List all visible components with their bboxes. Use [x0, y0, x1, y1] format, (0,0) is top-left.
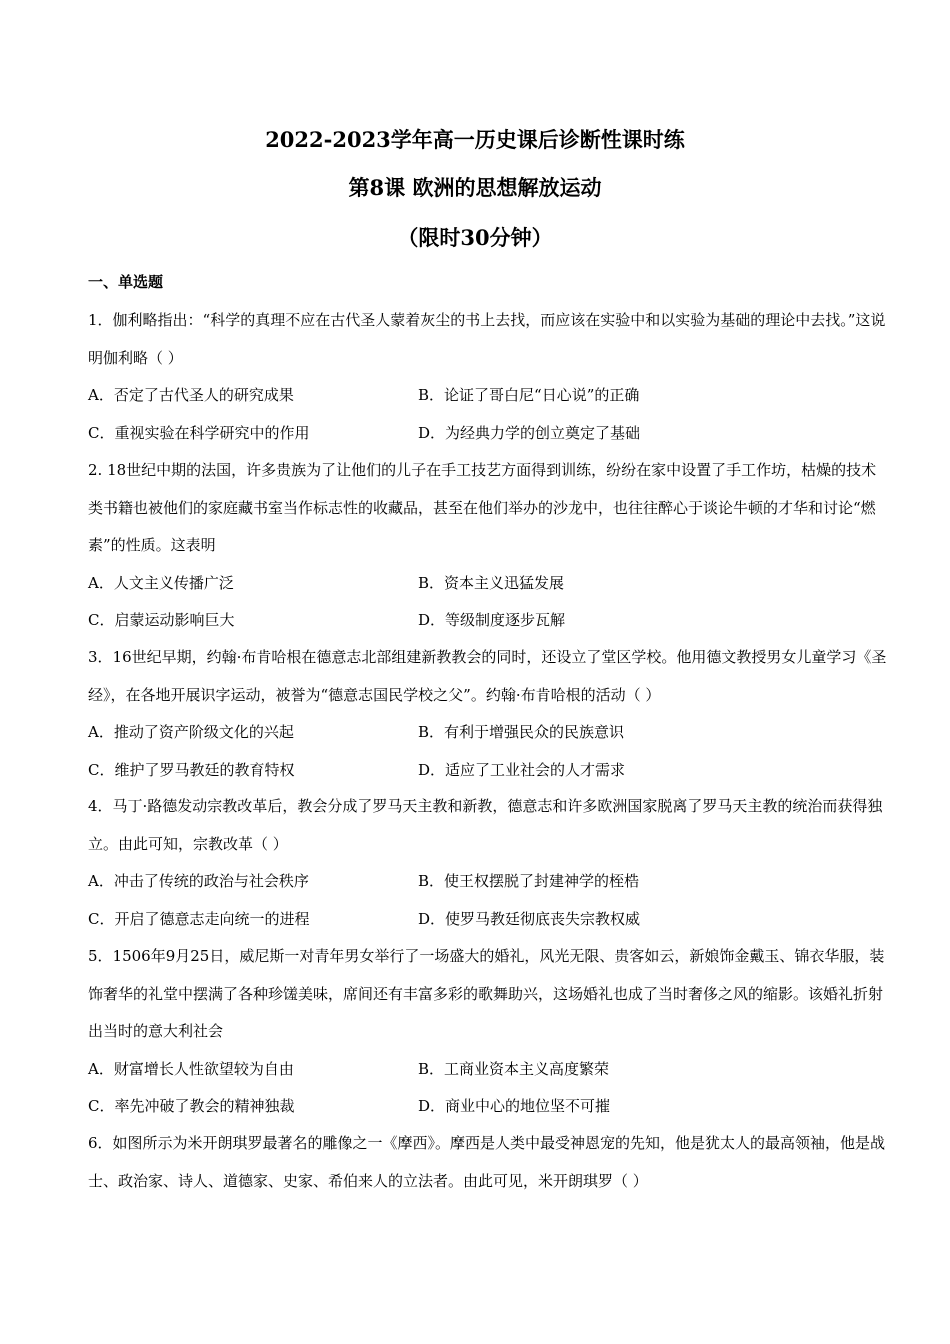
option-d: D．使罗马教廷彻底丧失宗教权威 — [418, 909, 641, 928]
option-b: B．工商业资本主义高度繁荣 — [418, 1059, 610, 1078]
question-options — [88, 714, 888, 789]
question-options — [88, 863, 888, 938]
option-a: A．推动了资产阶级文化的兴起 — [88, 723, 294, 741]
question-stem: 4．马丁·路德发动宗教改革后，教会分成了罗马天主教和新教，德意志和许多欧洲国家脱离了罗马天主教的统治而获得独立。由此可知，宗教改革（ ） — [88, 797, 883, 853]
option-b: B．论证了哥白尼“日心说”的正确 — [418, 386, 640, 404]
question-options — [88, 565, 888, 640]
question-stem: 2. 18世纪中期的法国，许多贵族为了让他们的儿子在手工技艺方面得到训练，纷纷在家中设置了手工作坊，枯燥的技术类书籍也被他们的家庭藏书室当作标志性的收藏品，甚至在他们举办的沙龙中，也往往醉心于谈论牛顿的才华和讨论“燃素”的性质。这表明 — [88, 461, 877, 554]
lesson-title: 第8课 欧洲的思想解放运动 — [348, 175, 602, 200]
question-4 — [88, 788, 888, 938]
option-b: B．使王权摆脱了封建神学的桎梏 — [418, 872, 640, 890]
option-c: C．率先冲破了教会的精神独裁 — [88, 1097, 295, 1115]
option-d: D．等级制度逐步瓦解 — [418, 611, 566, 629]
question-2 — [88, 452, 888, 640]
option-a: A．人文主义传播广泛 — [88, 573, 234, 592]
question-5 — [88, 938, 888, 1126]
question-stem: 1．伽利略指出：“科学的真理不应在古代圣人蒙着灰尘的书上去找，而应该在实验中和以实验为基础的理论中去找。”这说明伽利略（ ） — [88, 311, 886, 367]
question-stem: 6．如图所示为米开朗琪罗最著名的雕像之一《摩西》。摩西是人类中最受神恩宠的先知，他是犹太人的最高领袖，他是战士、政治家、诗人、道德家、史家、希伯来人的立法者。由此可见，米开朗琪罗（ ） — [88, 1134, 886, 1190]
question-6 — [88, 1125, 888, 1200]
question-stem: 5．1506年9月25日，威尼斯一对青年男女举行了一场盛大的婚礼，风光无限、贵客如云，新娘饰金戴玉、锦衣华服，装饰奢华的礼堂中摆满了各种珍馐美味，席间还有丰富多彩的歌舞助兴，这场婚礼也成了当时奢侈之风的缩影。该婚礼折射出当时的意大利社会 — [88, 947, 885, 1040]
option-b: B．有利于增强民众的民族意识 — [418, 723, 625, 741]
option-a: A．否定了古代圣人的研究成果 — [88, 386, 294, 404]
question-options — [88, 1051, 888, 1126]
option-a: A．财富增长人性欲望较为自由 — [88, 1059, 294, 1078]
document-title: 2022-2023学年高一历史课后诊断性课时练 — [265, 127, 685, 152]
question-1 — [88, 302, 888, 452]
question-3 — [88, 639, 888, 789]
option-c: C．重视实验在科学研究中的作用 — [88, 423, 310, 442]
question-stem: 3．16世纪早期，约翰·布肯哈根在德意志北部组建新教教会的同时，还设立了堂区学校。他用德文教授男女儿童学习《圣经》，在各地开展识字运动，被誉为“德意志国民学校之父”。约翰·布肯哈根的活动（ ） — [88, 648, 887, 704]
section-heading: 一、单选题 — [88, 273, 164, 291]
option-c: C．开启了德意志走向统一的进程 — [88, 909, 310, 928]
question-options — [88, 377, 888, 452]
time-limit: （限时30分钟） — [397, 225, 553, 250]
option-d: D．为经典力学的创立奠定了基础 — [418, 423, 641, 442]
option-a: A．冲击了传统的政治与社会秩序 — [88, 872, 309, 890]
option-c: C．维护了罗马教廷的教育特权 — [88, 760, 295, 779]
option-d: D．商业中心的地位坚不可摧 — [418, 1097, 611, 1115]
option-c: C．启蒙运动影响巨大 — [88, 611, 235, 629]
option-d: D．适应了工业社会的人才需求 — [418, 760, 626, 779]
option-b: B．资本主义迅猛发展 — [418, 573, 565, 592]
